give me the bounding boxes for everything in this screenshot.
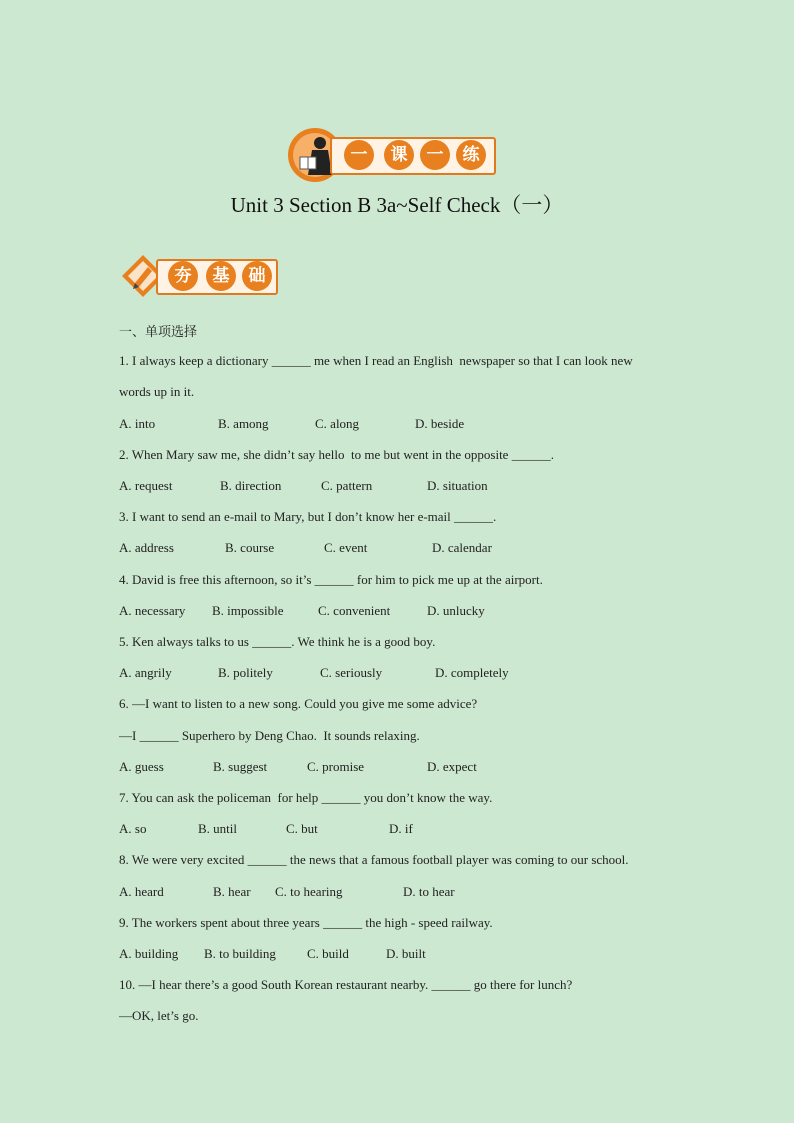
answer-option: B. to building	[204, 946, 276, 961]
answer-option: A. building	[119, 946, 179, 961]
answer-option: C. along	[315, 416, 360, 431]
section-heading: 一、单项选择	[119, 325, 198, 340]
banner-char: 一	[420, 140, 450, 170]
answer-option: C. convenient	[318, 603, 391, 618]
question-line: 9. The workers spent about three years ______ the high - speed railway.	[119, 915, 493, 930]
question-line: 8. We were very excited ______ the news that a famous football player was coming to our school.	[119, 852, 629, 867]
answer-option: B. suggest	[213, 759, 268, 774]
answer-option: C. pattern	[321, 478, 373, 493]
question-line: 6. —I want to listen to a new song. Could you give me some advice?	[119, 696, 478, 711]
section-char: 础	[242, 261, 272, 291]
answer-option: C. event	[324, 540, 368, 555]
banner-char: 课	[384, 140, 414, 170]
answer-option: B. among	[218, 416, 269, 431]
answer-option: B. hear	[213, 884, 251, 899]
page-title: Unit 3 Section B 3a~Self Check（一）	[230, 193, 564, 217]
answer-option: C. seriously	[320, 665, 383, 680]
answer-option: D. completely	[435, 665, 509, 680]
answer-option: B. impossible	[212, 603, 284, 618]
answer-option: B. course	[225, 540, 275, 555]
answer-option: D. if	[389, 821, 413, 836]
banner-char: 一	[344, 140, 374, 170]
question-line: 4. David is free this afternoon, so it’s ______ for him to pick me up at the airport.	[119, 572, 543, 587]
answer-option: A. guess	[119, 759, 164, 774]
answer-option: A. necessary	[119, 603, 186, 618]
answer-option: B. direction	[220, 478, 282, 493]
question-line: 3. I want to send an e-mail to Mary, but I don’t know her e-mail ______.	[119, 509, 497, 524]
answer-option: B. politely	[218, 665, 273, 680]
section-char: 夯	[168, 261, 198, 291]
answer-option: A. so	[119, 821, 147, 836]
section-banner	[120, 253, 280, 299]
question-line: 5. Ken always talks to us ______. We think he is a good boy.	[119, 634, 436, 649]
question-line: words up in it.	[119, 384, 195, 399]
question-line: 10. —I hear there’s a good South Korean restaurant nearby. ______ go there for lunch?	[119, 977, 573, 992]
question-line: 2. When Mary saw me, she didn’t say hello to me but went in the opposite ______.	[119, 447, 554, 462]
answer-option: C. to hearing	[275, 884, 343, 899]
answer-option: A. heard	[119, 884, 164, 899]
answer-option: D. built	[386, 946, 426, 961]
answer-option: A. into	[119, 416, 156, 431]
answer-option: D. calendar	[432, 540, 492, 555]
question-line: —I ______ Superhero by Deng Chao. It sounds relaxing.	[119, 728, 420, 743]
answer-option: A. address	[119, 540, 174, 555]
question-line: 7. You can ask the policeman for help ______ you don’t know the way.	[119, 790, 493, 805]
top-banner	[286, 127, 498, 183]
section-char: 基	[206, 261, 236, 291]
answer-option: B. until	[198, 821, 238, 836]
answer-option: D. beside	[415, 416, 465, 431]
answer-option: C. promise	[307, 759, 365, 774]
answer-option: C. build	[307, 946, 349, 961]
question-line: 1. I always keep a dictionary ______ me when I read an English newspaper so that I can look new	[119, 353, 633, 368]
answer-option: C. but	[286, 821, 318, 836]
answer-option: D. situation	[427, 478, 488, 493]
banner-char: 练	[456, 140, 486, 170]
answer-option: D. unlucky	[427, 603, 485, 618]
answer-option: D. expect	[427, 759, 477, 774]
answer-option: D. to hear	[403, 884, 455, 899]
question-line: —OK, let’s go.	[119, 1008, 199, 1023]
answer-option: A. angrily	[119, 665, 172, 680]
answer-option: A. request	[119, 478, 173, 493]
